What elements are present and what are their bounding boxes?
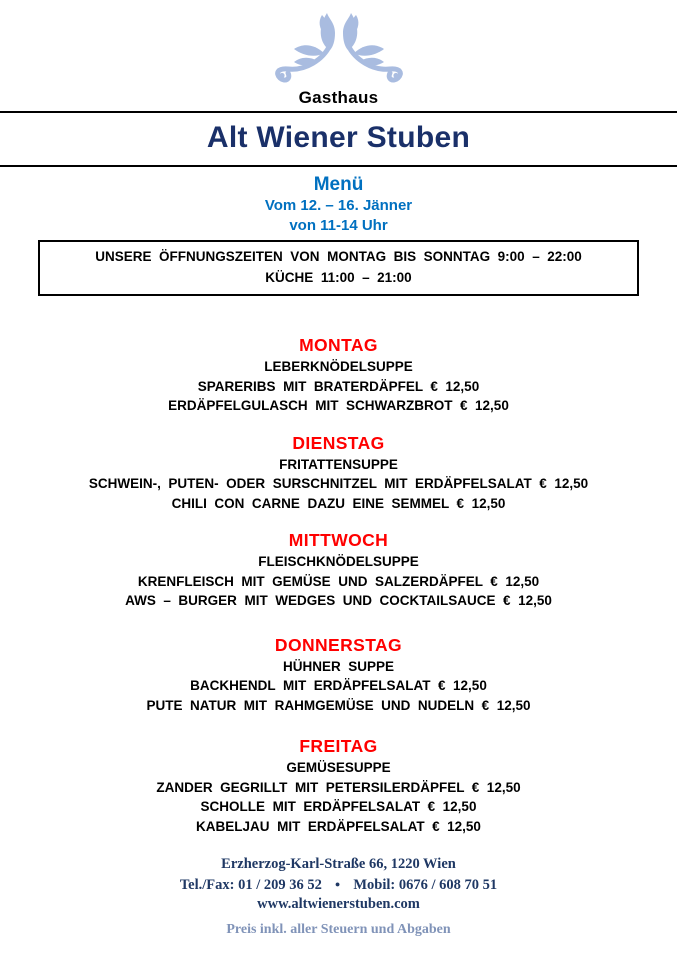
menu-item: ERDÄPFELGULASCH MIT SCHWARZBROT € 12,50 [168,398,509,413]
menu-date-range: Vom 12. – 16. Jänner [264,197,413,214]
menu-item: FRITATTENSUPPE [279,456,398,472]
menu-item: SCHWEIN-, PUTEN- ODER SURSCHNITZEL MIT ERDÄPFELSALAT € 12,50 [88,476,589,491]
kitchen-hours-line: KÜCHE 11:00 – 21:00 [265,270,412,285]
opening-hours-box [38,240,639,296]
menu-item: BACKHENDL MIT ERDÄPFELSALAT € 12,50 [190,678,487,693]
day-section-mittwoch [0,528,677,611]
divider-under-title [0,165,677,167]
gasthaus-label: Gasthaus [298,88,379,107]
footer-phone: Tel./Fax: 01 / 209 36 52 [179,876,322,893]
day-heading: DIENSTAG [292,432,385,453]
day-heading: MITTWOCH [288,530,389,550]
menu-item: FLEISCHKNÖDELSUPPE [258,554,419,569]
footer [0,855,677,915]
opening-hours-line: UNSERE ÖFFNUNGSZEITEN VON MONTAG BIS SONNTAG 9:00 – 22:00 [95,249,582,264]
menu-item: SPARERIBS MIT BRATERDÄPFEL € 12,50 [197,378,480,394]
floral-flourish-icon [269,11,409,87]
menu-time-range: von 11-14 Uhr [289,217,388,234]
menu-document [0,11,677,938]
page-title: Alt Wiener Stuben [206,121,471,154]
menu-item: KRENFLEISCH MIT GEMÜSE UND SALZERDÄPFEL € 12,50 [137,573,540,589]
day-section-donnerstag [0,633,677,716]
price-disclaimer: Preis inkl. aller Steuern und Abgaben [226,921,451,937]
menu-item: KABELJAU MIT ERDÄPFELSALAT € 12,50 [196,818,481,834]
footer-contact-line [0,875,677,896]
menu-item: AWS – BURGER MIT WEDGES UND COCKTAILSAUCE € 12,50 [125,593,552,608]
menu-item: PUTE NATUR MIT RAHMGEMÜSE UND NUDELN € 12,50 [146,697,531,713]
footer-mobile: Mobil: 0676 / 608 70 51 [353,876,498,893]
day-heading: DONNERSTAG [274,634,403,655]
menu-heading: Menü [313,174,364,195]
footer-website: www.altwienerstuben.com [257,896,420,912]
day-section-dienstag [0,431,677,514]
day-section-montag [0,333,677,416]
menu-item: LEBERKNÖDELSUPPE [264,359,413,374]
day-section-freitag [0,734,677,836]
menu-item: CHILI CON CARNE DAZU EINE SEMMEL € 12,50 [171,495,506,511]
menu-item: HÜHNER SUPPE [282,658,395,674]
menu-item: ZANDER GEGRILLT MIT PETERSILERDÄPFEL € 12,50 [156,779,521,795]
footer-address: Erzherzog-Karl-Straße 66, 1220 Wien [221,856,456,872]
bullet-separator-icon: ● [334,878,341,889]
day-heading: MONTAG [299,335,378,355]
menu-item: GEMÜSESUPPE [286,760,391,775]
day-heading: FREITAG [299,736,378,756]
menu-item: SCHOLLE MIT ERDÄPFELSALAT € 12,50 [200,799,477,814]
